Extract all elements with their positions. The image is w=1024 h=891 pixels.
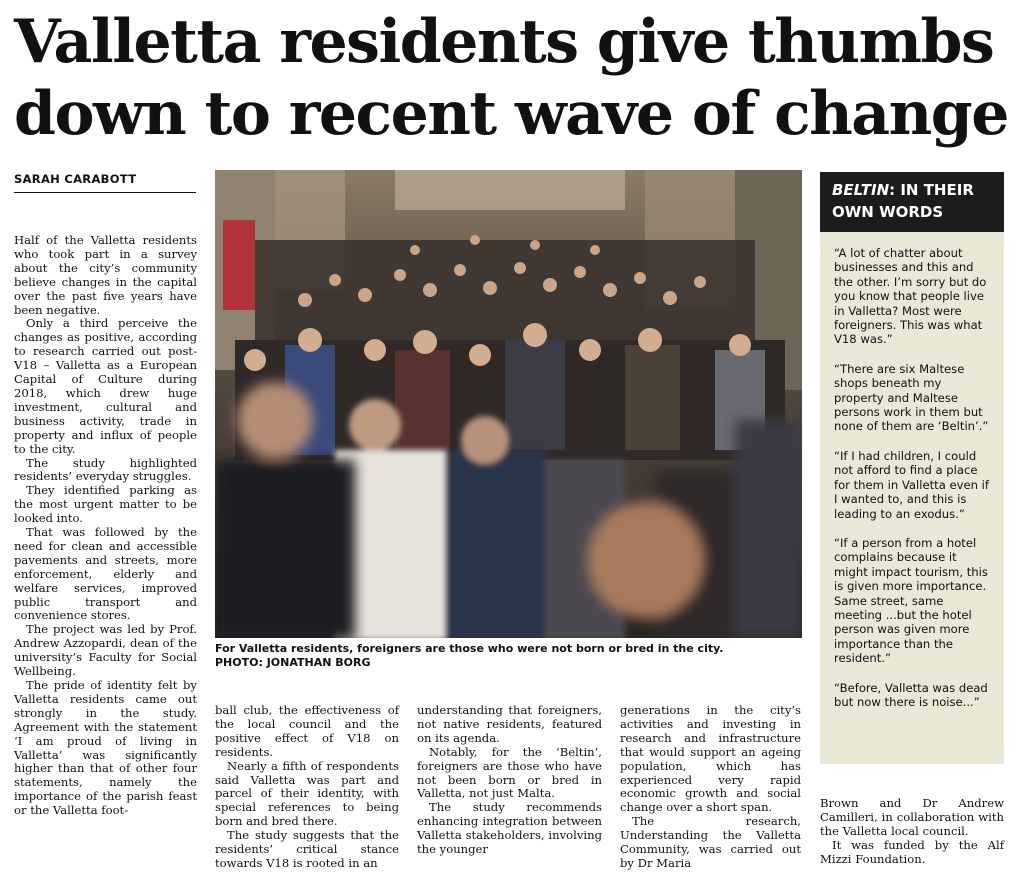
sidebar-title xyxy=(820,172,1004,232)
paragraph: generations in the city’s activities and investing in research and infrastructure that would support an ageing population, which has experienced very rapid economic growth and social change over a short span. xyxy=(620,703,801,815)
paragraph: Half of the Valletta residents who took part in a survey about the city’s community believe changes in the capital over the past five years have been negative. xyxy=(14,233,197,317)
paragraph: The pride of identity felt by Valletta residents came out strongly in the study. Agreement with the statement ‘I am proud of living in Valletta’ was significantly higher than that of other four statements, namely the importance of the parish feast or the Valletta foot- xyxy=(14,678,197,818)
paragraph: They identified parking as the most urgent matter to be looked into. xyxy=(14,483,197,526)
sidebar-title-emphasis: BELTIN xyxy=(832,181,890,199)
photo-credit: PHOTO: JONATHAN BORG xyxy=(215,656,371,669)
byline: SARAH CARABOTT xyxy=(14,172,196,193)
crowd-street-illustration xyxy=(215,170,802,638)
article-column-4 xyxy=(620,704,801,871)
paragraph: understanding that foreigners, not native residents, featured on its agenda. xyxy=(417,703,602,745)
quotes-sidebar xyxy=(820,172,1004,764)
article-column-2 xyxy=(215,704,399,871)
paragraph: The project was led by Prof. Andrew Azzopardi, dean of the university’s Faculty for Social Wellbeing. xyxy=(14,622,197,679)
crowd-photo xyxy=(215,170,802,638)
paragraph: Brown and Dr Andrew Camilleri, in collaboration with the Valletta local council. xyxy=(820,796,1004,838)
quote: “A lot of chatter about businesses and this and the other. I’m sorry but do you know that people live in Valletta? Most were foreigners. This was what V18 was.” xyxy=(834,246,987,347)
paragraph: That was followed by the need for clean and accessible pavements and streets, more enforcement, elderly and welfare services, improved public transport and convenience stores. xyxy=(14,525,197,623)
headline-line-2: down to recent wave of change xyxy=(14,79,1008,149)
article-column-3 xyxy=(417,704,602,857)
quote: “If a person from a hotel complains because it might impact tourism, this is given more importance. Same street, same meeting ...but the hotel person was given more importance than the resident.” xyxy=(834,535,988,666)
quote-list xyxy=(820,232,1004,709)
paragraph: Notably, for the ‘Beltin’, foreigners are those who have not been born or bred in Valletta, not just Malta. xyxy=(417,744,602,801)
quote: “There are six Maltese shops beneath my property and Maltese persons work in them but none of them are ‘Beltin’.” xyxy=(834,361,989,434)
paragraph: Only a third perceive the changes as positive, according to research carried out post-V18 – Valletta as a European Capital of Culture during 2018, which drew huge investment, cultural and business activity, trade in property and influx of people to the city. xyxy=(14,316,197,456)
headline-line-1: Valletta residents give thumbs xyxy=(14,7,994,77)
paragraph: ball club, the effectiveness of the local council and the positive effect of V18 on residents. xyxy=(215,703,399,759)
paragraph: It was funded by the Alf Mizzi Foundation. xyxy=(820,837,1004,866)
caption-text: For Valletta residents, foreigners are those who were not born or bred in the city. xyxy=(215,642,724,655)
article-column-5 xyxy=(820,797,1004,867)
paragraph: The study suggests that the residents’ critical stance towards V18 is rooted in an xyxy=(215,828,399,870)
quote: “If I had children, I could not afford to find a place for them in Valletta even if I wanted to, and this is leading to an exodus.” xyxy=(834,448,989,521)
paragraph: Nearly a fifth of respondents said Valletta was part and parcel of their identity, with special references to being born and bred there. xyxy=(215,758,399,829)
article-column-1 xyxy=(14,234,197,818)
paragraph: The study highlighted residents’ everyday struggles. xyxy=(14,455,197,484)
paragraph: The study recommends enhancing integration between Valletta stakeholders, involving the younger xyxy=(417,800,602,857)
quote: “Before, Valletta was dead but now there is noise...” xyxy=(834,680,988,709)
paragraph: The research, Understanding the Valletta Community, was carried out by Dr Maria xyxy=(620,814,801,870)
photo-caption xyxy=(215,642,802,670)
sidebar-title-rest: : IN THEIR OWN WORDS xyxy=(832,181,974,221)
headline xyxy=(14,6,1014,150)
